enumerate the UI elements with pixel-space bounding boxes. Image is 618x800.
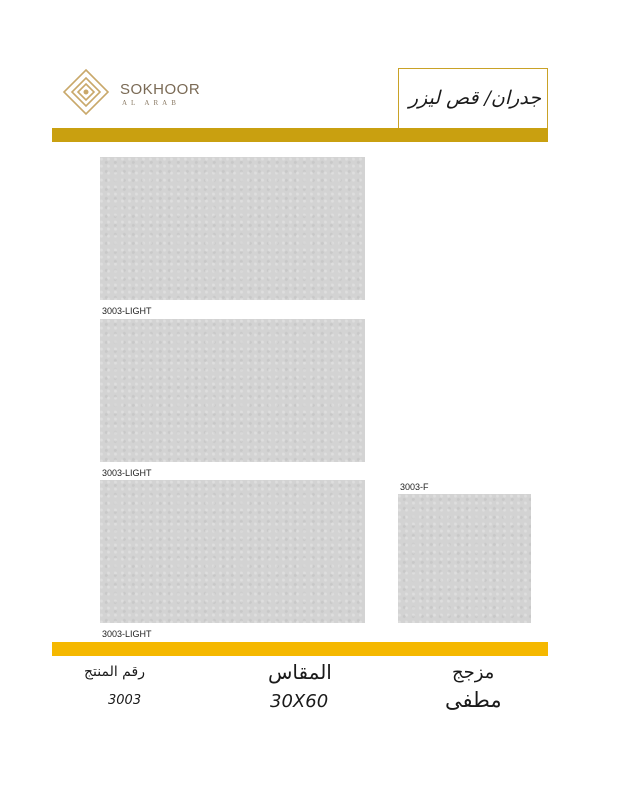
finish-label: مزجج [452, 662, 495, 683]
tile-image-2 [100, 319, 365, 462]
size-label: المقاس [268, 660, 332, 684]
tile-image-1 [100, 157, 365, 300]
product-number-value: 3003 [108, 693, 142, 708]
size-value: 30X60 [270, 691, 329, 712]
tile-label-4: 3003-F [400, 482, 429, 492]
finish-value: مطفى [445, 688, 502, 712]
product-number-label: رقم المنتج [84, 664, 145, 680]
tile-image-3 [100, 480, 365, 623]
tile-image-4 [398, 494, 531, 623]
brand-logo [62, 68, 232, 120]
brand-subtitle: AL ARAB [122, 99, 180, 107]
diamond-logo-icon [62, 68, 110, 116]
tile-label-3: 3003-LIGHT [102, 629, 152, 639]
brand-name: SOKHOOR [120, 81, 201, 98]
top-gold-band [52, 128, 548, 142]
header-title-box [398, 68, 548, 130]
tile-label-2: 3003-LIGHT [102, 468, 152, 478]
bottom-gold-band [52, 642, 548, 656]
page-title: جدران/ قص ليزر [408, 87, 541, 109]
tile-label-1: 3003-LIGHT [102, 306, 152, 316]
